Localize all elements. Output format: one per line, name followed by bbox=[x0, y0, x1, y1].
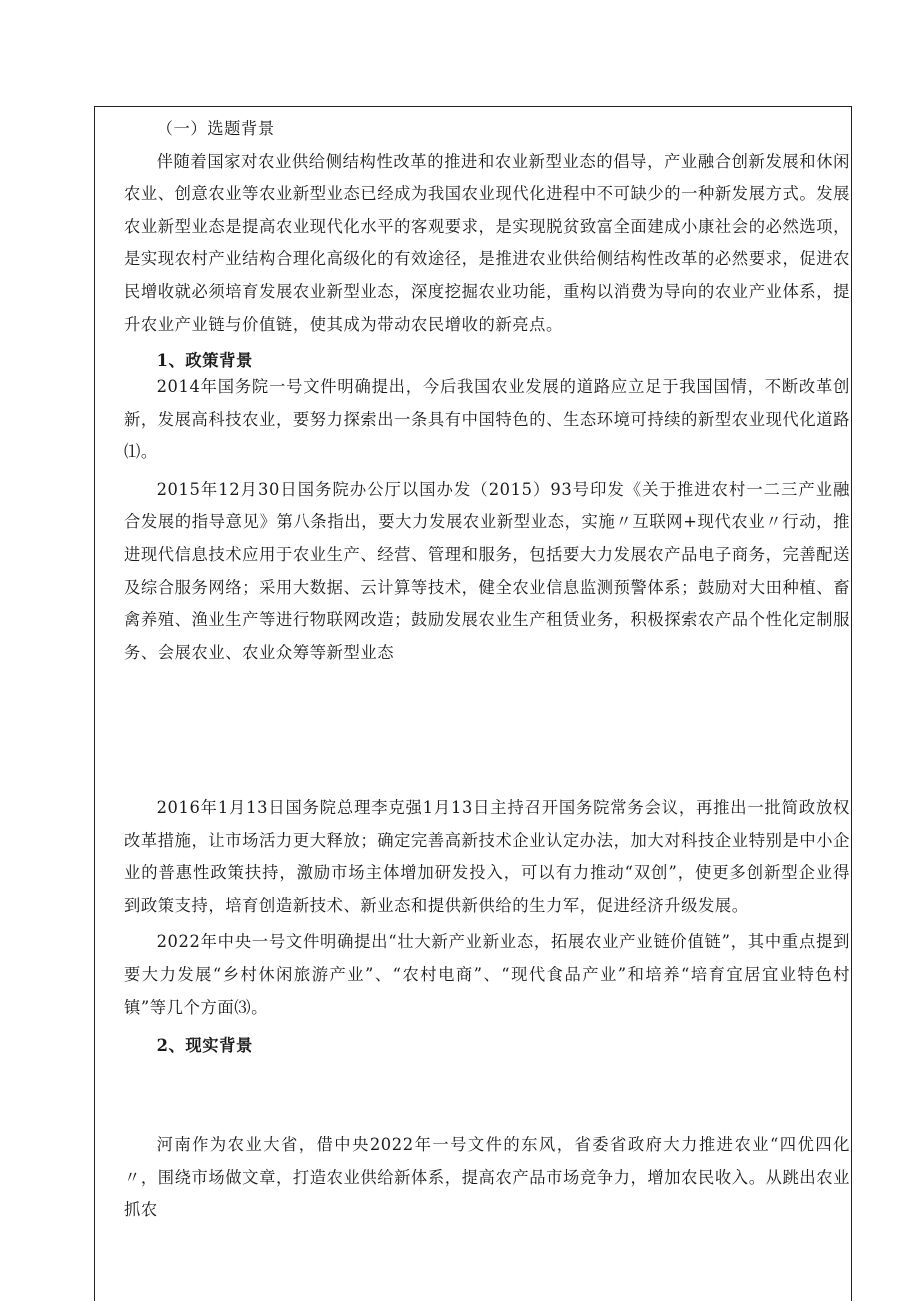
policy-paragraph-2015: 2015年12月30日国务院办公厅以国办发（2015）93号印发《关于推进农村一二三产业融合发展的指导意见》第八条指出，要大力发展农业新型业态，实施〃互联网+现代农业〃行动，推进现代信息技术应用于农业生产、经营、管理和服务，包括要大力发展农产品电子商务，完善配送及综合服务网络；采用大数据、云计算等技术，健全农业信息监测预警体系；鼓励对大田种植、畜禽养殖、渔业生产等进行物联网改造；鼓励发展农业生产租赁业务，积极探索农产品个性化定制服务、会展农业、农业众筹等新型业态 bbox=[124, 479, 850, 662]
intro-paragraph: 伴随着国家对农业供给侧结构性改革的推进和农业新型业态的倡导，产业融合创新发展和休闲农业、创意农业等农业新型业态已经成为我国农业现代化进程中不可缺少的一种新发展方式。发展农业新型业态是提高农业现代化水平的客观要求，是实现脱贫致富全面建成小康社会的必然选项，是实现农村产业结构合理化高级化的有效途径，是推进农业供给侧结构性改革的必然要求，促进农民增收就必须培育发展农业新型业态，深度挖掘农业功能，重构以消费为导向的农业产业体系，提升农业产业链与价值链，使其成为带动农民增收的新亮点。 bbox=[124, 151, 850, 334]
section-title: （一）选题背景 bbox=[156, 119, 275, 138]
policy-heading: 1、政策背景 bbox=[156, 351, 253, 371]
policy-paragraph-2022: 2022年中央一号文件明确提出“壮大新产业新业态，拓展农业产业链价值链”，其中重点提到要大力发展“乡村休闲旅游产业”、“农村电商”、“现代食品产业”和培养“培育宜居宜业特色村镇”等几个方面⑶。 bbox=[124, 932, 850, 1017]
policy-section-b bbox=[124, 792, 850, 1063]
reality-paragraph: 河南作为农业大省，借中央2022年一号文件的东风，省委省政府大力推进农业“四优四化〃，围绕市场做文章，打造农业供给新体系，提高农产品市场竞争力，增加农民收入。从跳出农业抓农 bbox=[124, 1135, 850, 1220]
reality-section bbox=[124, 1129, 850, 1227]
background-section bbox=[124, 113, 850, 378]
reality-heading: 2、现实背景 bbox=[156, 1036, 253, 1056]
policy-section-a bbox=[124, 371, 850, 669]
policy-paragraph-2014: 2014年国务院一号文件明确提出，今后我国农业发展的道路应立足于我国国情，不断改革创新，发展高科技农业，要努力探索出一条具有中国特色的、生态环境可持续的新型农业现代化道路⑴。 bbox=[124, 377, 850, 462]
policy-paragraph-2016: 2016年1月13日国务院总理李克强1月13日主持召开国务院常务会议，再推出一批简政放权改革措施，让市场活力更大释放；确定完善高新技术企业认定办法，加大对科技企业特别是中小企业的普惠性政策扶持，激励市场主体增加研发投入，可以有力推动“双创”，使更多创新型企业得到政策支持，培育创造新技术、新业态和提供新供给的生力军，促进经济升级发展。 bbox=[124, 798, 850, 915]
